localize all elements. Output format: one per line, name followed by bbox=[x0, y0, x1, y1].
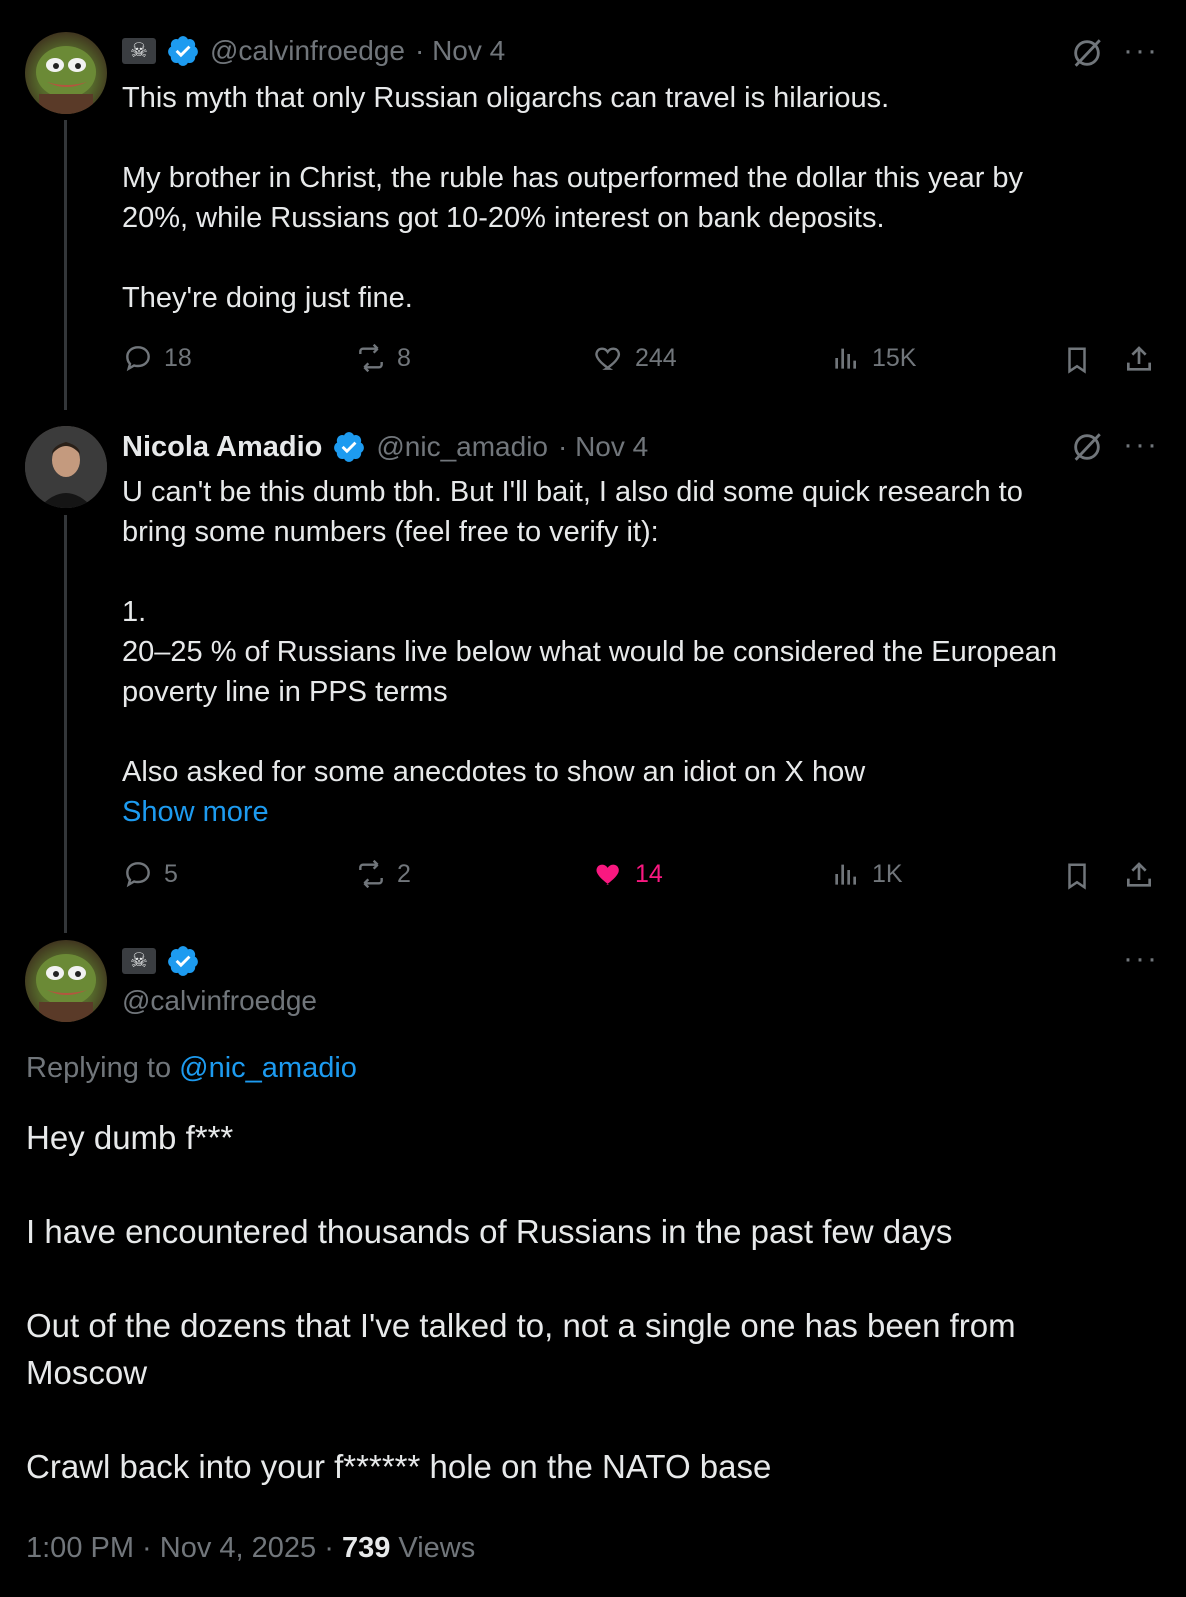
repost-count: 8 bbox=[397, 343, 411, 372]
more-icon[interactable]: ··· bbox=[1123, 942, 1159, 975]
tweet-date[interactable]: · Nov 4 bbox=[557, 431, 649, 462]
tweet-text: This myth that only Russian oligarchs can travel is hilarious. My brother in Christ, the ruble has outperformed the dollar this year by 20%, while Russians got 10-20% interest on bank deposits. They're doing just fine. bbox=[122, 82, 1024, 314]
repost-icon bbox=[355, 858, 387, 890]
display-name[interactable]: Nicola Amadio bbox=[122, 430, 323, 463]
verified-icon[interactable] bbox=[332, 430, 366, 464]
views-button[interactable] bbox=[830, 342, 916, 374]
main-tweet-text: Hey dumb f*** I have encountered thousands of Russians in the past few days Out of the dozens that I've talked to, not a single one has been from Moscow Crawl back into your f****** hole on the NATO base bbox=[26, 1119, 1016, 1485]
replying-prefix: Replying to bbox=[26, 1052, 172, 1084]
show-more-link[interactable]: Show more bbox=[122, 796, 269, 828]
views-count: 15K bbox=[872, 343, 917, 372]
bookmark-icon[interactable] bbox=[1062, 860, 1092, 892]
repost-count: 2 bbox=[397, 859, 411, 888]
reply-icon bbox=[122, 342, 154, 374]
repost-icon bbox=[355, 342, 387, 374]
like-button[interactable] bbox=[593, 342, 677, 374]
reply-count: 5 bbox=[164, 859, 178, 888]
bookmark-icon[interactable] bbox=[1062, 344, 1092, 376]
views-count: 1K bbox=[872, 859, 903, 888]
like-count: 244 bbox=[635, 343, 677, 372]
timestamp[interactable]: 1:00 PM · Nov 4, 2025 · bbox=[26, 1532, 334, 1564]
views-count: 739 bbox=[341, 1532, 391, 1564]
avatar[interactable] bbox=[25, 940, 107, 1022]
tweet-date[interactable]: · Nov 4 bbox=[414, 35, 506, 66]
views-icon bbox=[830, 858, 862, 890]
views-icon bbox=[830, 342, 862, 374]
tweet-footer bbox=[26, 1532, 475, 1565]
reply-button[interactable] bbox=[122, 342, 192, 374]
replying-to-link[interactable]: @nic_amadio bbox=[179, 1052, 357, 1084]
reply-button[interactable] bbox=[122, 858, 178, 890]
grok-icon[interactable] bbox=[1070, 430, 1104, 464]
reply-count: 18 bbox=[164, 343, 192, 372]
views-button[interactable] bbox=[830, 858, 903, 890]
like-icon bbox=[593, 342, 625, 374]
skull-badge: ☠ bbox=[122, 38, 156, 64]
like-button[interactable] bbox=[593, 858, 663, 890]
avatar[interactable] bbox=[25, 426, 107, 508]
more-icon[interactable]: ··· bbox=[1123, 428, 1159, 461]
repost-button[interactable] bbox=[355, 858, 411, 890]
avatar[interactable] bbox=[25, 32, 107, 114]
share-icon[interactable] bbox=[1123, 344, 1155, 376]
more-icon[interactable]: ··· bbox=[1123, 34, 1159, 67]
user-handle[interactable]: @calvinfroedge bbox=[210, 35, 405, 66]
grok-icon[interactable] bbox=[1070, 36, 1104, 70]
tweet-header bbox=[122, 34, 505, 68]
user-handle[interactable]: @calvinfroedge bbox=[122, 985, 317, 1016]
share-icon[interactable] bbox=[1123, 860, 1155, 892]
verified-icon[interactable] bbox=[166, 34, 200, 68]
repost-button[interactable] bbox=[355, 342, 411, 374]
like-count: 14 bbox=[635, 859, 663, 888]
main-tweet-header bbox=[122, 944, 200, 978]
tweet-header bbox=[122, 430, 648, 464]
reply-icon bbox=[122, 858, 154, 890]
user-handle[interactable]: @nic_amadio bbox=[376, 431, 548, 462]
skull-badge: ☠ bbox=[122, 948, 156, 974]
views-label: Views bbox=[398, 1532, 476, 1564]
like-icon bbox=[593, 858, 625, 890]
thread-line bbox=[64, 120, 67, 410]
replying-to bbox=[26, 1052, 357, 1085]
tweet-text: U can't be this dumb tbh. But I'll bait, I also did some quick research to bring some numbers (feel free to verify it): 1. 20–25 % of Russians live below what would be considered the European poverty line in PPS terms Also asked for some anecdotes to show an idiot on X how bbox=[122, 476, 1058, 788]
thread-line bbox=[64, 515, 67, 933]
verified-icon[interactable] bbox=[166, 944, 200, 978]
